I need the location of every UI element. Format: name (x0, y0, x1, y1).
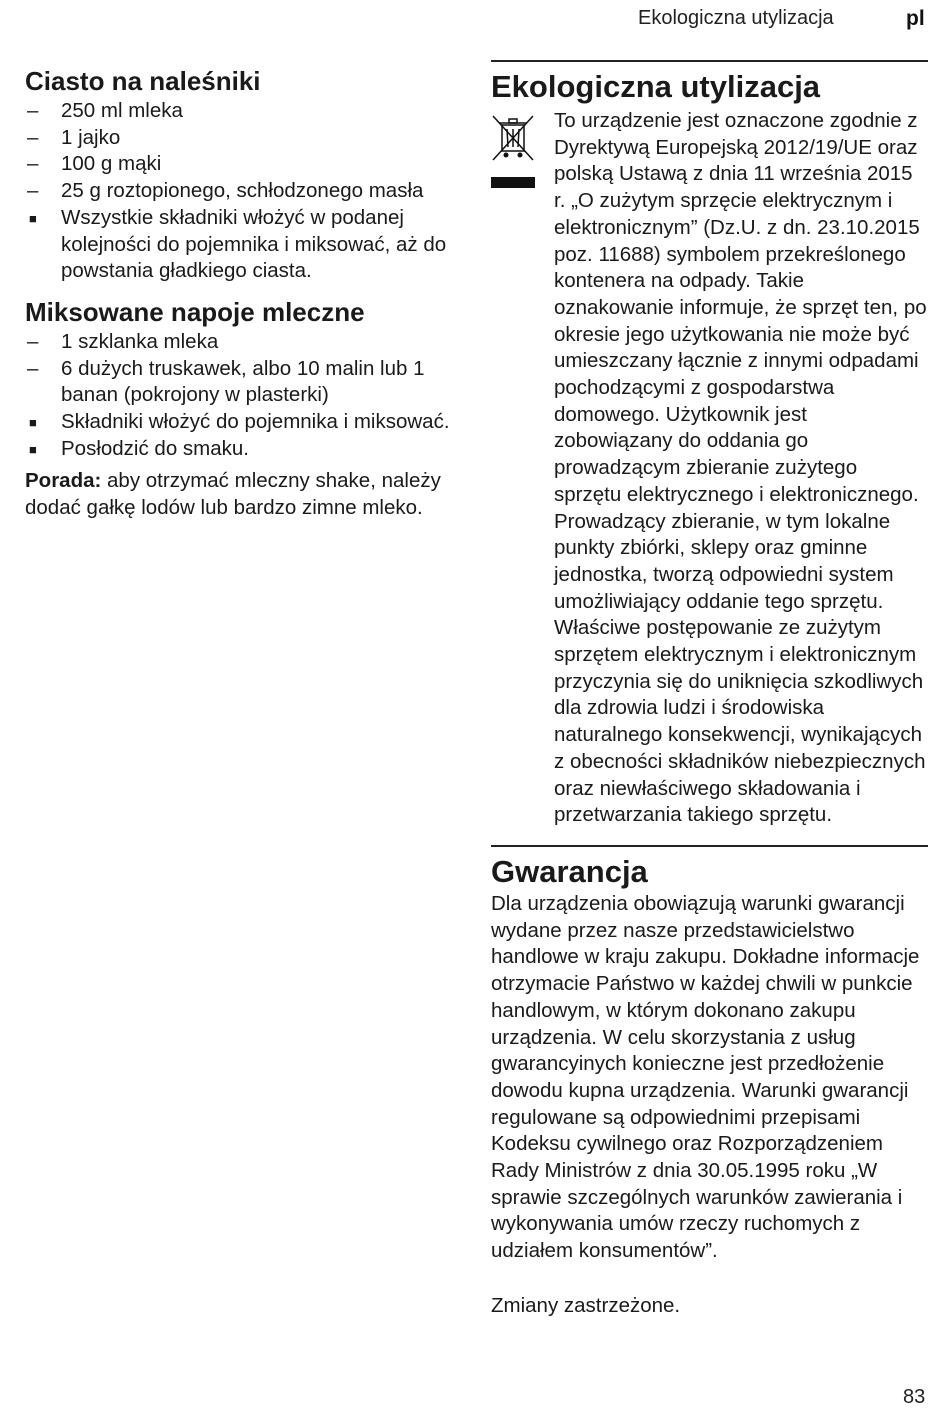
list-item-text: 250 ml mleka (61, 99, 183, 122)
milkshake-recipe-title: Miksowane napoje mleczne (25, 296, 365, 327)
list-item-text: 100 g mąki (61, 152, 162, 176)
bullet-marker: ■ (29, 210, 37, 226)
running-header-section: Ekologiczna utylizacja (638, 7, 834, 29)
list-item-text: 1 jajko (61, 125, 121, 149)
list-item (25, 151, 465, 178)
list-item-text: 25 g roztopionego, schłodzonego masła (61, 179, 424, 203)
dash-marker: – (27, 329, 39, 353)
list-item (25, 98, 465, 125)
section-divider (491, 60, 928, 62)
list-item (25, 436, 465, 463)
dash-marker: – (27, 152, 39, 176)
weee-crossed-bin-icon (491, 114, 535, 188)
list-item (25, 178, 465, 205)
warranty-text: Dla urządzenia obowiązują warunki gwarancji wydane przez nasze przedstawicielstwo handlowe w kraju zakupu. Dokładne informacje otrzymacie Państwo w każdej chwili w punkcie handlowym, w którym dokonano zakupu urządzenia. W celu skorzystania z usług gwarancyinych konieczne jest przedłożenie dowodu kupna urządzenia. Warunki gwarancji regulowane są odpowiednimi przepisami Kodeksu cywilnego oraz Rozporządzeniem Rady Ministrów z dnia 30.05.1995 roku „W sprawie szczególnych warunków zawierania i wykonywania umów rzeczy ruchomych z udziałem konsumentów”. (491, 891, 920, 1263)
list-item-text: 1 szklanka mleka (61, 329, 219, 353)
tip-text: aby otrzymać mleczny shake, należy dodać gałkę lodów lub bardzo zimne mleko. (25, 469, 441, 520)
dash-marker: – (27, 179, 39, 203)
page-number: 83 (903, 1386, 926, 1408)
left-column (25, 64, 465, 522)
list-item-text: Posłodzić do smaku. (61, 436, 250, 460)
list-item (25, 329, 465, 356)
list-item (25, 125, 465, 152)
eco-disposal-title: Ekologiczna utylizacja (491, 69, 821, 104)
list-item-text: Składniki włożyć do pojemnika i miksować. (61, 410, 450, 434)
list-item-text: Wszystkie składniki włożyć w podanej kolejności do pojemnika i miksować, aż do powstania gładkiego ciasta. (61, 205, 447, 283)
list-item (25, 409, 465, 436)
section-divider (491, 845, 928, 847)
bullet-marker: ■ (29, 415, 37, 431)
weee-underline-bar (491, 177, 535, 188)
pancake-recipe-title: Ciasto na naleśniki (25, 66, 261, 96)
list-item-text: 6 dużych truskawek, albo 10 malin lub 1 banan (pokrojony w plasterki) (61, 356, 425, 407)
dash-marker: – (27, 356, 39, 380)
right-column (491, 60, 928, 1320)
warranty-title: Gwarancja (491, 853, 648, 889)
list-item (25, 356, 465, 409)
tip-paragraph (25, 468, 465, 521)
running-header-language: pl (906, 7, 925, 30)
list-item (25, 205, 465, 285)
tip-label: Porada: (25, 469, 102, 493)
dash-marker: – (27, 125, 39, 149)
bullet-marker: ■ (29, 441, 37, 457)
changes-reserved-note: Zmiany zastrzeżone. (491, 1293, 681, 1317)
eco-disposal-text: To urządzenie jest oznaczone zgodnie z Dyrektywą Europejską 2012/19/UE oraz polską Ustawą z dnia 11 września 2015 r. „O zużytym sprzęcie elektrycznym i elektronicznym” (Dz.U. z dn. 23.10.2015 poz. 11688) symbolem przekreślonego kontenera na odpady. Takie oznakowanie informuje, że sprzęt ten, po okresie jego użytkowania nie może być umieszczany łącznie z innymi odpadami pochodzącymi z gospodarstwa domowego. Użytkownik jest zobowiązany do oddania go prowadzącym zbieranie zużytego sprzętu elektrycznego i elektronicznego. Prowadzący zbieranie, w tym lokalne punkty zbiórki, sklepy oraz gminne jednostka, tworzą odpowiedni system umożliwiający oddanie tego sprzętu. Właściwe postępowanie ze zużytym sprzętem elektrycznym i elektronicznym przyczynia się do uniknięcia szkodliwych dla zdrowia ludzi i środowiska naturalnego konsekwencji, wynikających z obecności składników niebezpiecznych oraz niewłaściwego składowania i przetwarzania takiego sprzętu. (554, 109, 927, 827)
eco-disposal-section (491, 108, 928, 829)
milkshake-ingredients-list (25, 329, 465, 463)
pancake-ingredients-list (25, 98, 465, 285)
dash-marker: – (27, 99, 39, 122)
